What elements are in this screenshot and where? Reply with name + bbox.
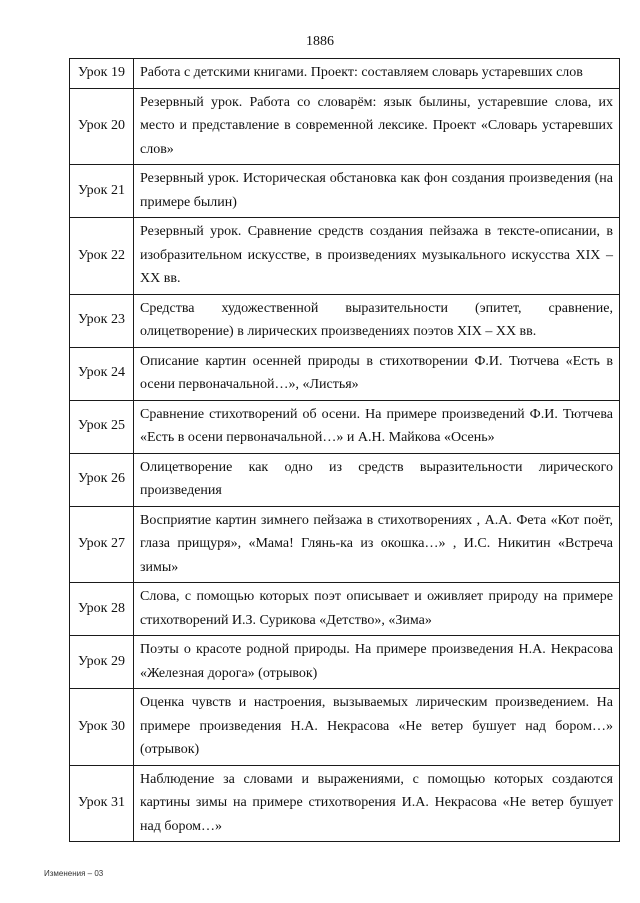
lesson-number-cell: Урок 29 [70, 636, 134, 689]
lesson-topic-cell: Наблюдение за словами и выражениями, с помощью которых создаются картины зимы на примере стихотворения И.А. Некрасова «Не ветер бушует над бором…» [134, 765, 620, 842]
lesson-topic-cell: Описание картин осенней природы в стихотворении Ф.И. Тютчева «Есть в осени первоначальной…», «Листья» [134, 347, 620, 400]
lesson-number-cell: Урок 31 [70, 765, 134, 842]
lesson-topic-cell: Работа с детскими книгами. Проект: составляем словарь устаревших слов [134, 59, 620, 89]
lesson-topic-cell: Резервный урок. Сравнение средств создания пейзажа в тексте-описании, в изобразительном искусстве, в произведениях музыкального искусства XIX – XX вв. [134, 218, 620, 295]
lesson-number-cell: Урок 24 [70, 347, 134, 400]
table-row [70, 165, 620, 218]
table-row [70, 294, 620, 347]
table-row [70, 636, 620, 689]
lesson-number-cell: Урок 25 [70, 400, 134, 453]
lesson-topic-cell: Слова, с помощью которых поэт описывает и оживляет природу на примере стихотворений И.З. Сурикова «Детство», «Зима» [134, 583, 620, 636]
lesson-number-cell: Урок 26 [70, 453, 134, 506]
lesson-number-cell: Урок 20 [70, 88, 134, 165]
revision-footer: Изменения – 03 [44, 869, 104, 878]
table-row [70, 689, 620, 766]
lesson-topic-cell: Восприятие картин зимнего пейзажа в стихотворениях , А.А. Фета «Кот поёт, глаза прищуря», «Мама! Глянь-ка из окошка…» , И.С. Никитин «Встреча зимы» [134, 506, 620, 583]
table-row [70, 583, 620, 636]
lesson-number-cell: Урок 23 [70, 294, 134, 347]
lesson-topic-cell: Резервный урок. Историческая обстановка как фон создания произведения (на примере былин) [134, 165, 620, 218]
table-row [70, 347, 620, 400]
lesson-number-cell: Урок 22 [70, 218, 134, 295]
table-row [70, 218, 620, 295]
lesson-topic-cell: Резервный урок. Работа со словарём: язык былины, устаревшие слова, их место и представление в современной лексике. Проект «Словарь устаревших слов» [134, 88, 620, 165]
table-row [70, 59, 620, 89]
lesson-topic-cell: Сравнение стихотворений об осени. На примере произведений Ф.И. Тютчева «Есть в осени первоначальной…» и А.Н. Майкова «Осень» [134, 400, 620, 453]
lesson-number-cell: Урок 19 [70, 59, 134, 89]
lesson-topic-cell: Средства художественной выразительности (эпитет, сравнение, олицетворение) в лирических произведениях поэтов XIX – XX вв. [134, 294, 620, 347]
lesson-topic-cell: Поэты о красоте родной природы. На примере произведения Н.А. Некрасова «Железная дорога» (отрывок) [134, 636, 620, 689]
lesson-number-cell: Урок 28 [70, 583, 134, 636]
page-number: 1886 [306, 34, 334, 49]
table-row [70, 765, 620, 842]
table-row [70, 453, 620, 506]
table-row [70, 88, 620, 165]
lesson-number-cell: Урок 21 [70, 165, 134, 218]
lesson-number-cell: Урок 30 [70, 689, 134, 766]
lesson-topic-cell: Олицетворение как одно из средств выразительности лирического произведения [134, 453, 620, 506]
table-row [70, 400, 620, 453]
lesson-number-cell: Урок 27 [70, 506, 134, 583]
lesson-topic-cell: Оценка чувств и настроения, вызываемых лирическим произведением. На примере произведения Н.А. Некрасова «Не ветер бушует над бором…» (отрывок) [134, 689, 620, 766]
lesson-plan-table [69, 58, 620, 842]
table-row [70, 506, 620, 583]
